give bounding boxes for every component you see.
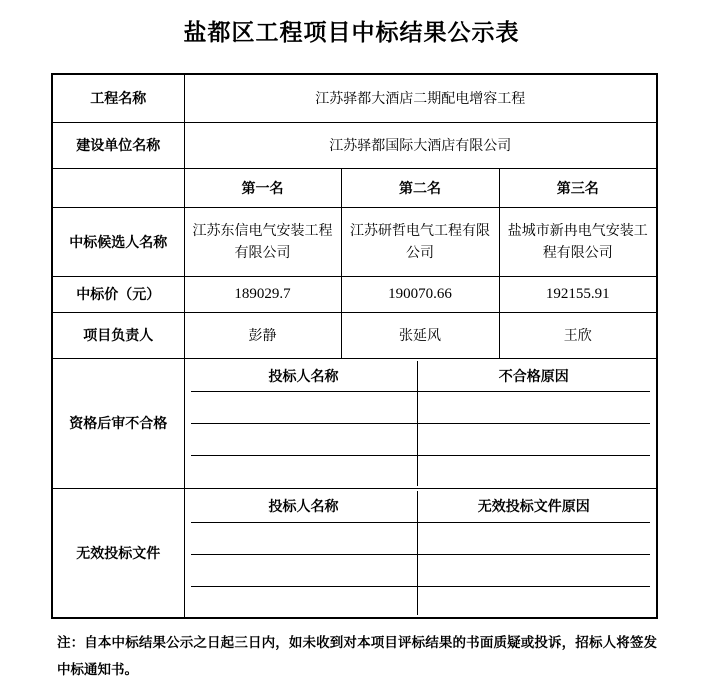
- project-name-value: 江苏驿都大酒店二期配电增容工程: [184, 74, 657, 122]
- rank-first-header: 第一名: [184, 168, 341, 207]
- invalid-bid-row: [52, 488, 657, 618]
- invalid-bid-bidder-cell-3: [191, 586, 417, 615]
- bid-result-table: [51, 73, 658, 619]
- rank-second-header: 第二名: [341, 168, 499, 207]
- invalid-bid-bidder-header: 投标人名称: [268, 498, 339, 514]
- candidate-first: 江苏东信电气安装工程有限公司: [184, 207, 341, 276]
- invalid-bid-subtable: [184, 488, 657, 618]
- invalid-bid-bidder-cell-1: [191, 522, 417, 554]
- invalid-bid-grid: [191, 491, 651, 615]
- page-title: 盐都区工程项目中标结果公示表: [183, 19, 520, 45]
- project-manager-first: 彭静: [184, 312, 341, 358]
- candidates-label: 中标候选人名称: [52, 207, 184, 276]
- footer-note: 注：自本中标结果公示之日起三日内，如未收到对本项目评标结果的书面质疑或投诉，招标人将签发中标通知书。: [57, 635, 657, 677]
- bid-price-label: 中标价（元）: [52, 276, 184, 312]
- invalid-bid-reason-cell-3: [417, 586, 651, 615]
- bid-price-third: 192155.91: [499, 276, 657, 312]
- bid-price-second: 190070.66: [341, 276, 499, 312]
- project-manager-row: [52, 312, 657, 358]
- invalid-bid-reason-cell-2: [417, 554, 651, 586]
- invalid-bid-label: 无效投标文件: [52, 488, 184, 618]
- owner-name-label: 建设单位名称: [52, 122, 184, 168]
- rank-header-empty-cell: [52, 168, 184, 207]
- post-qualification-bidder-header: 投标人名称: [268, 367, 339, 384]
- invalid-bid-reason-header: 无效投标文件原因: [417, 491, 651, 522]
- post-qualification-bidder-cell-1: [191, 391, 417, 423]
- post-qualification-reason-cell-1: [417, 391, 651, 423]
- invalid-bid-bidder-cell-2: [191, 554, 417, 586]
- invalid-bid-reason-cell-1: [417, 522, 651, 554]
- project-manager-second: 张延风: [341, 312, 499, 358]
- project-manager-third: 王欣: [499, 312, 657, 358]
- candidate-third: 盐城市新冉电气安装工程有限公司: [499, 207, 657, 276]
- rank-header-row: [52, 168, 657, 207]
- post-qualification-reason-cell-3: [417, 455, 651, 486]
- owner-name-row: [52, 122, 657, 168]
- post-qualification-reason-header: 不合格原因: [417, 361, 651, 391]
- rank-third-header: 第三名: [499, 168, 657, 207]
- candidate-second: 江苏研哲电气工程有限公司: [341, 207, 499, 276]
- post-qualification-bidder-cell-2: [191, 423, 417, 455]
- owner-name-value: 江苏驿都国际大酒店有限公司: [184, 122, 657, 168]
- post-qualification-grid: [191, 361, 651, 486]
- post-qualification-reason-cell-2: [417, 423, 651, 455]
- post-qualification-label: 资格后审不合格: [52, 358, 184, 488]
- bid-price-row: [52, 276, 657, 312]
- bid-price-first: 189029.7: [184, 276, 341, 312]
- candidates-row: [52, 207, 657, 276]
- project-name-label: 工程名称: [52, 74, 184, 122]
- post-qualification-subtable: [184, 358, 657, 488]
- post-qualification-bidder-cell-3: [191, 455, 417, 486]
- post-qualification-row: [52, 358, 657, 488]
- project-manager-label: 项目负责人: [52, 312, 184, 358]
- project-name-row: [52, 74, 657, 122]
